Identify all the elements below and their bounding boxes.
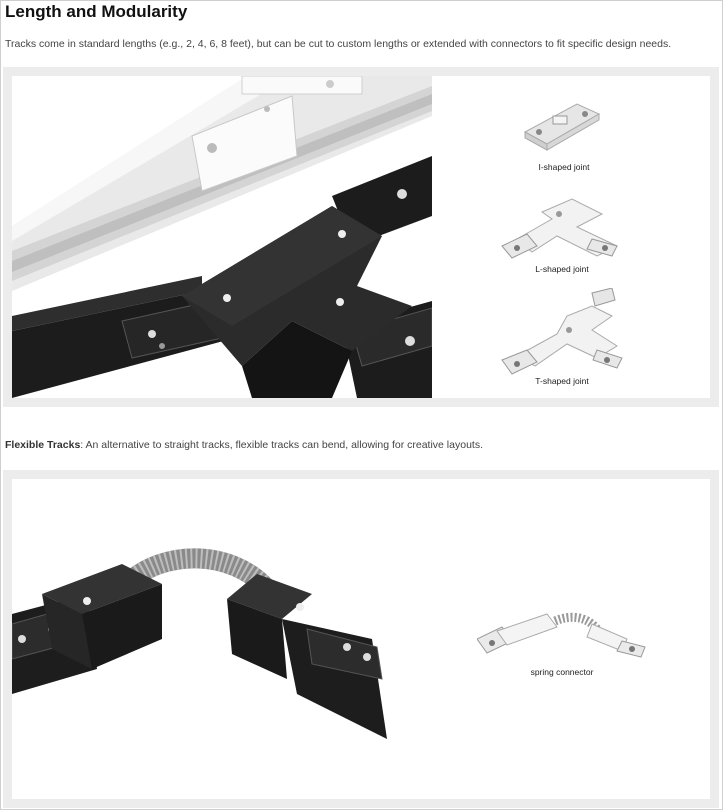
flexible-tracks-description: : An alternative to straight tracks, flexible tracks can bend, allowing for creative layouts. bbox=[80, 439, 483, 451]
l-joint-icon bbox=[497, 194, 627, 264]
flexible-tracks-paragraph bbox=[5, 439, 483, 451]
flexible-tracks-panel bbox=[3, 470, 719, 808]
i-joint-icon bbox=[517, 94, 607, 154]
flexible-tracks-term: Flexible Tracks bbox=[5, 439, 81, 451]
flexible-tracks-panel-inner bbox=[12, 479, 710, 799]
flexible-track-photo bbox=[12, 479, 392, 799]
t-joint-icon bbox=[497, 288, 627, 378]
track-joints-panel bbox=[3, 67, 719, 407]
spring-connector-icon bbox=[477, 599, 647, 664]
joint-caption: T-shaped joint bbox=[535, 376, 589, 386]
joint-caption: I-shaped joint bbox=[538, 162, 590, 172]
spring-connector-caption: spring connector bbox=[530, 667, 594, 677]
track-t-joint-photo bbox=[12, 76, 432, 398]
page-title: Length and Modularity bbox=[5, 2, 188, 21]
track-joints-panel-inner bbox=[12, 76, 710, 398]
joint-caption: L-shaped joint bbox=[535, 264, 589, 274]
intro-paragraph: Tracks come in standard lengths (e.g., 2, 4, 6, 8 feet), but can be cut to custom lengths or extended with connectors to fit specific design needs. bbox=[5, 38, 672, 50]
